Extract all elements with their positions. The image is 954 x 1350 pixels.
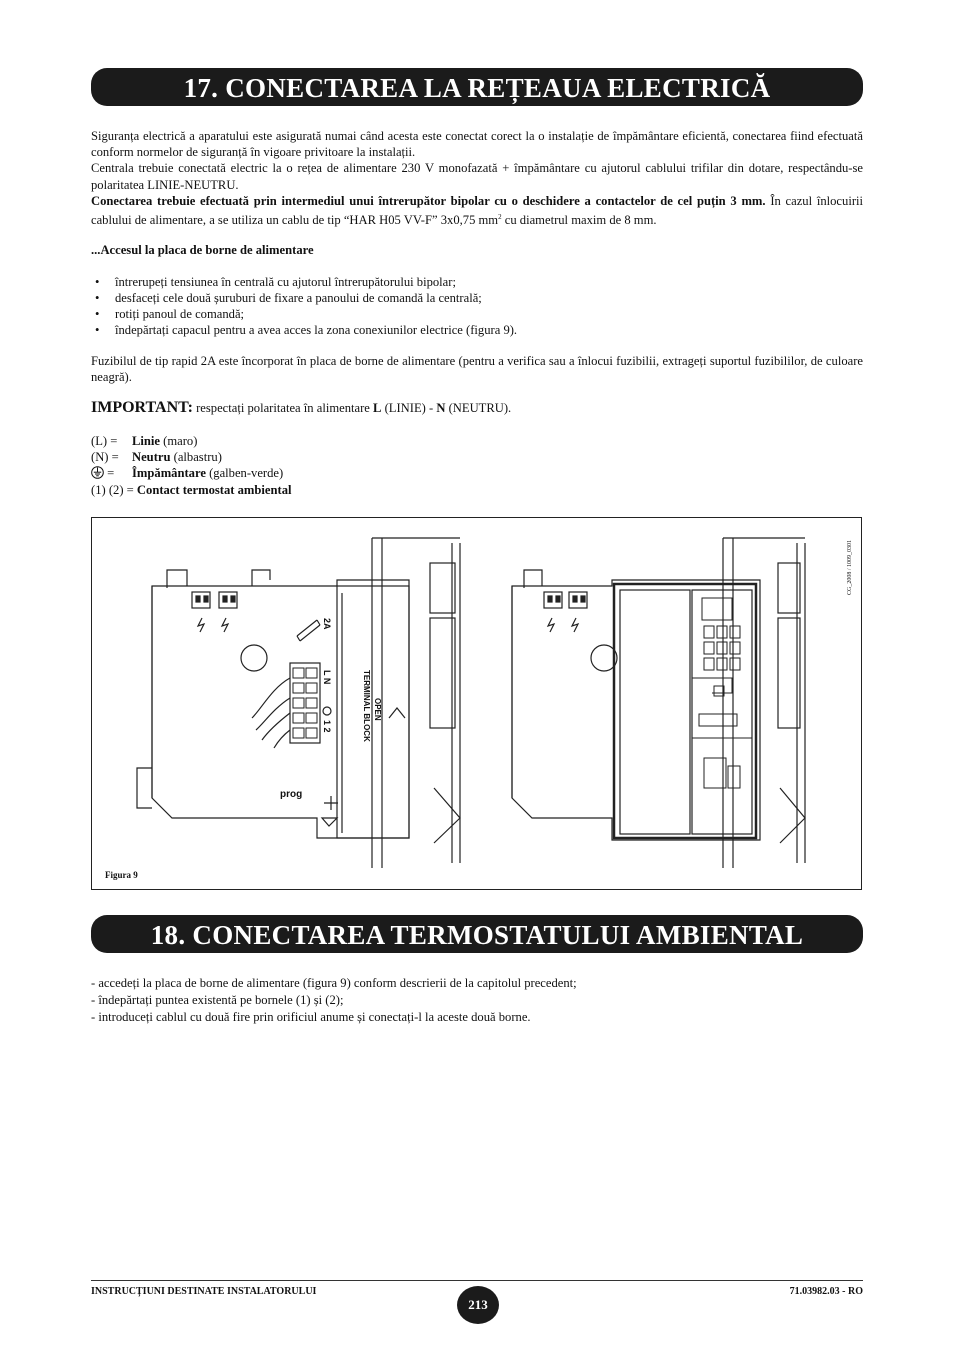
list-item: • desfaceți cele două șuruburi de fixare a panoului de comandă la centrală; xyxy=(91,290,863,306)
fuse-paragraph: Fuzibilul de tip rapid 2A este încorporat în placa de borne de alimentare (pentru a verifica sau a înlocui fuzibilii, extrageți suportul fuzibililor, de culoare neagră). xyxy=(91,354,863,385)
legend-row-thermostat: (1) (2) = Contact termostat ambiental xyxy=(91,482,292,497)
list-item: • întrerupeți tensiunea în centrală cu ajutorul întrerupătorului bipolar; xyxy=(91,274,863,290)
important-label: IMPORTANT: xyxy=(91,399,193,416)
thermostat-steps xyxy=(91,975,577,1026)
prog-label: prog xyxy=(280,789,303,800)
ln-label: L N xyxy=(322,670,332,685)
section-18-title: 18. CONECTAREA TERMOSTATULUI AMBIENTAL xyxy=(91,915,863,953)
cable-diameter-text: cu diametrul maxim de 8 mm. xyxy=(501,213,657,228)
paragraph-switch xyxy=(91,193,863,229)
important-note: IMPORTANT: respectați polaritatea în alimentare L (LINIE) - N (NEUTRU). xyxy=(91,399,512,416)
list-item: - introduceți cablul cu două fire prin orificiul anume și conectați-l la aceste două borne. xyxy=(91,1010,531,1024)
contact-numbers-label: 1 2 xyxy=(322,720,332,733)
ground-icon xyxy=(91,466,104,479)
left-boiler-view xyxy=(137,538,460,868)
legend-row-line: (L) = Linie (maro) xyxy=(91,434,198,448)
paragraph-connection: Centrala trebuie conectată electric la o rețea de alimentare 230 V monofazată + împământare cu ajutorul cablului trifilar din dotare, respectându-se polaritatea LINIE-NEUTRU. xyxy=(91,161,863,192)
access-steps-list xyxy=(91,274,863,338)
list-item: - îndepărtați puntea existentă pe bornele (1) și (2); xyxy=(91,993,344,1007)
list-item: • îndepărtați capacul pentru a avea acces la zona conexiunilor electrice (figura 9). xyxy=(91,322,863,338)
footer-divider xyxy=(91,1280,863,1281)
terminal-block-label: TERMINAL BLOCK xyxy=(362,670,371,742)
intro-text xyxy=(91,128,863,228)
footer-left-text: INSTRUCȚIUNI DESTINATE INSTALATORULUI xyxy=(91,1286,317,1297)
switch-requirement: Conectarea trebuie efectuată prin intermediul unui întrerupător bipolar cu o deschidere a contactelor de cel puțin 3 mm. xyxy=(91,193,766,208)
right-boiler-view xyxy=(512,538,805,868)
figure-caption: Figura 9 xyxy=(105,870,138,880)
access-heading: ...Accesul la placa de borne de alimentare xyxy=(91,243,314,257)
footer-document-code: 71.03982.03 - RO xyxy=(789,1286,863,1297)
terminal-block-drawing xyxy=(92,518,861,889)
paragraph-safety: Siguranța electrică a aparatului este asigurată numai când acesta este conectat corect la o instalație de împământare eficientă, conectarea fiind efectuată conform normelor de siguranță în vigoare privitoare la instalații. xyxy=(91,129,863,160)
wiring-legend xyxy=(91,433,292,498)
page-number: 213 xyxy=(457,1286,499,1324)
legend-row-neutral: (N) = Neutru (albastru) xyxy=(91,450,222,465)
cable-type-text: În cazul înlocuirii cablului de alimentare, a se utiliza un cablu de tip “HAR H05 VV-F” 3x0,75 mm xyxy=(91,193,864,228)
figure-9 xyxy=(91,517,862,890)
section-17-title: 17. CONECTAREA LA REȚEAUA ELECTRICĂ xyxy=(91,68,863,106)
cable-superscript: 2 xyxy=(498,213,502,222)
legend-row-ground: = Împământare (galben-verde) xyxy=(91,465,292,481)
list-item: - accedeți la placa de borne de alimentare (figura 9) conform descrierii de la capitolul precedent; xyxy=(91,976,577,990)
open-label: OPEN xyxy=(373,698,382,721)
figure-code: CG_2008 / 1009_0301 xyxy=(847,540,853,596)
list-item: • rotiți panoul de comandă; xyxy=(91,306,863,322)
fuse-label: 2A xyxy=(322,618,332,630)
